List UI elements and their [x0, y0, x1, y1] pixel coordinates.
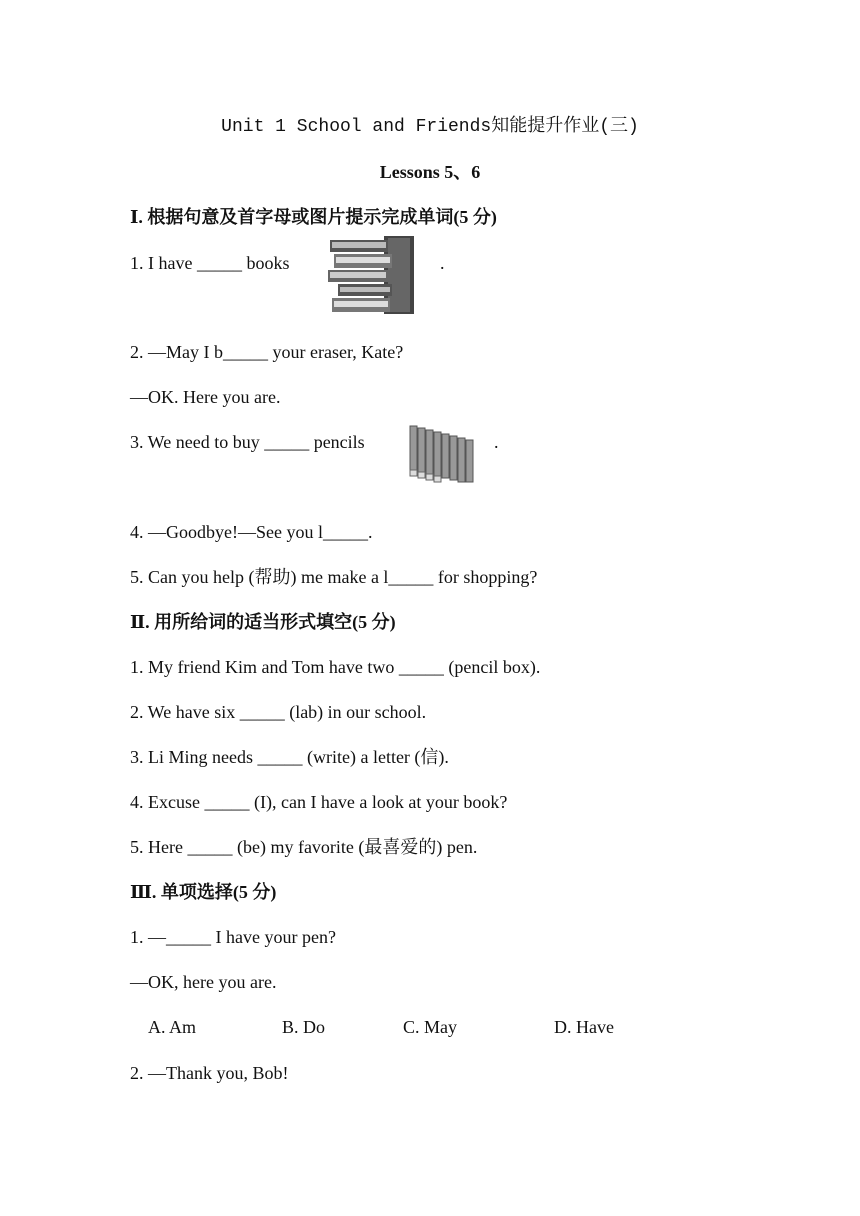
s3-question-1-reply: —OK, here you are.: [130, 972, 277, 992]
s1-question-1: 1. I have _____ books: [130, 253, 290, 273]
s2-question-1: 1. My friend Kim and Tom have two _____ (pencil box).: [130, 657, 541, 677]
s2-question-5: 5. Here _____ (be) my favorite (最喜爱的) pen.: [130, 837, 478, 857]
s3-option-b: B. Do: [282, 1017, 326, 1037]
s2-question-4: 4. Excuse _____ (I), can I have a look at your book?: [130, 792, 508, 812]
s3-option-c: C. May: [403, 1017, 457, 1037]
books-image: [324, 234, 420, 323]
s1-question-1-end: .: [440, 253, 445, 273]
page-title: Unit 1 School and Friends知能提升作业(三): [221, 117, 639, 137]
s3-question-2: 2. —Thank you, Bob!: [130, 1063, 289, 1083]
section-3-heading: Ⅲ. 单项选择(5 分): [130, 882, 277, 902]
section-1-heading: Ⅰ. 根据句意及首字母或图片提示完成单词(5 分): [130, 207, 497, 227]
s1-question-4: 4. —Goodbye!—See you l_____.: [130, 522, 373, 542]
s1-question-3-end: .: [494, 432, 499, 452]
s3-question-1: 1. —_____ I have your pen?: [130, 927, 336, 947]
s3-option-a: A. Am: [148, 1017, 197, 1037]
s1-question-5: 5. Can you help (帮助) me make a l_____ for shopping?: [130, 567, 538, 587]
section-2-heading: Ⅱ. 用所给词的适当形式填空(5 分): [130, 612, 396, 632]
s3-option-d: D. Have: [554, 1017, 614, 1037]
pencils-image: [404, 422, 484, 489]
s1-question-2-reply: —OK. Here you are.: [130, 387, 281, 407]
s2-question-3: 3. Li Ming needs _____ (write) a letter (信).: [130, 747, 449, 767]
page-subtitle: Lessons 5、6: [379, 162, 481, 182]
s1-question-3: 3. We need to buy _____ pencils: [130, 432, 365, 452]
s2-question-2: 2. We have six _____ (lab) in our school.: [130, 702, 427, 722]
s1-question-2: 2. —May I b_____ your eraser, Kate?: [130, 342, 404, 362]
